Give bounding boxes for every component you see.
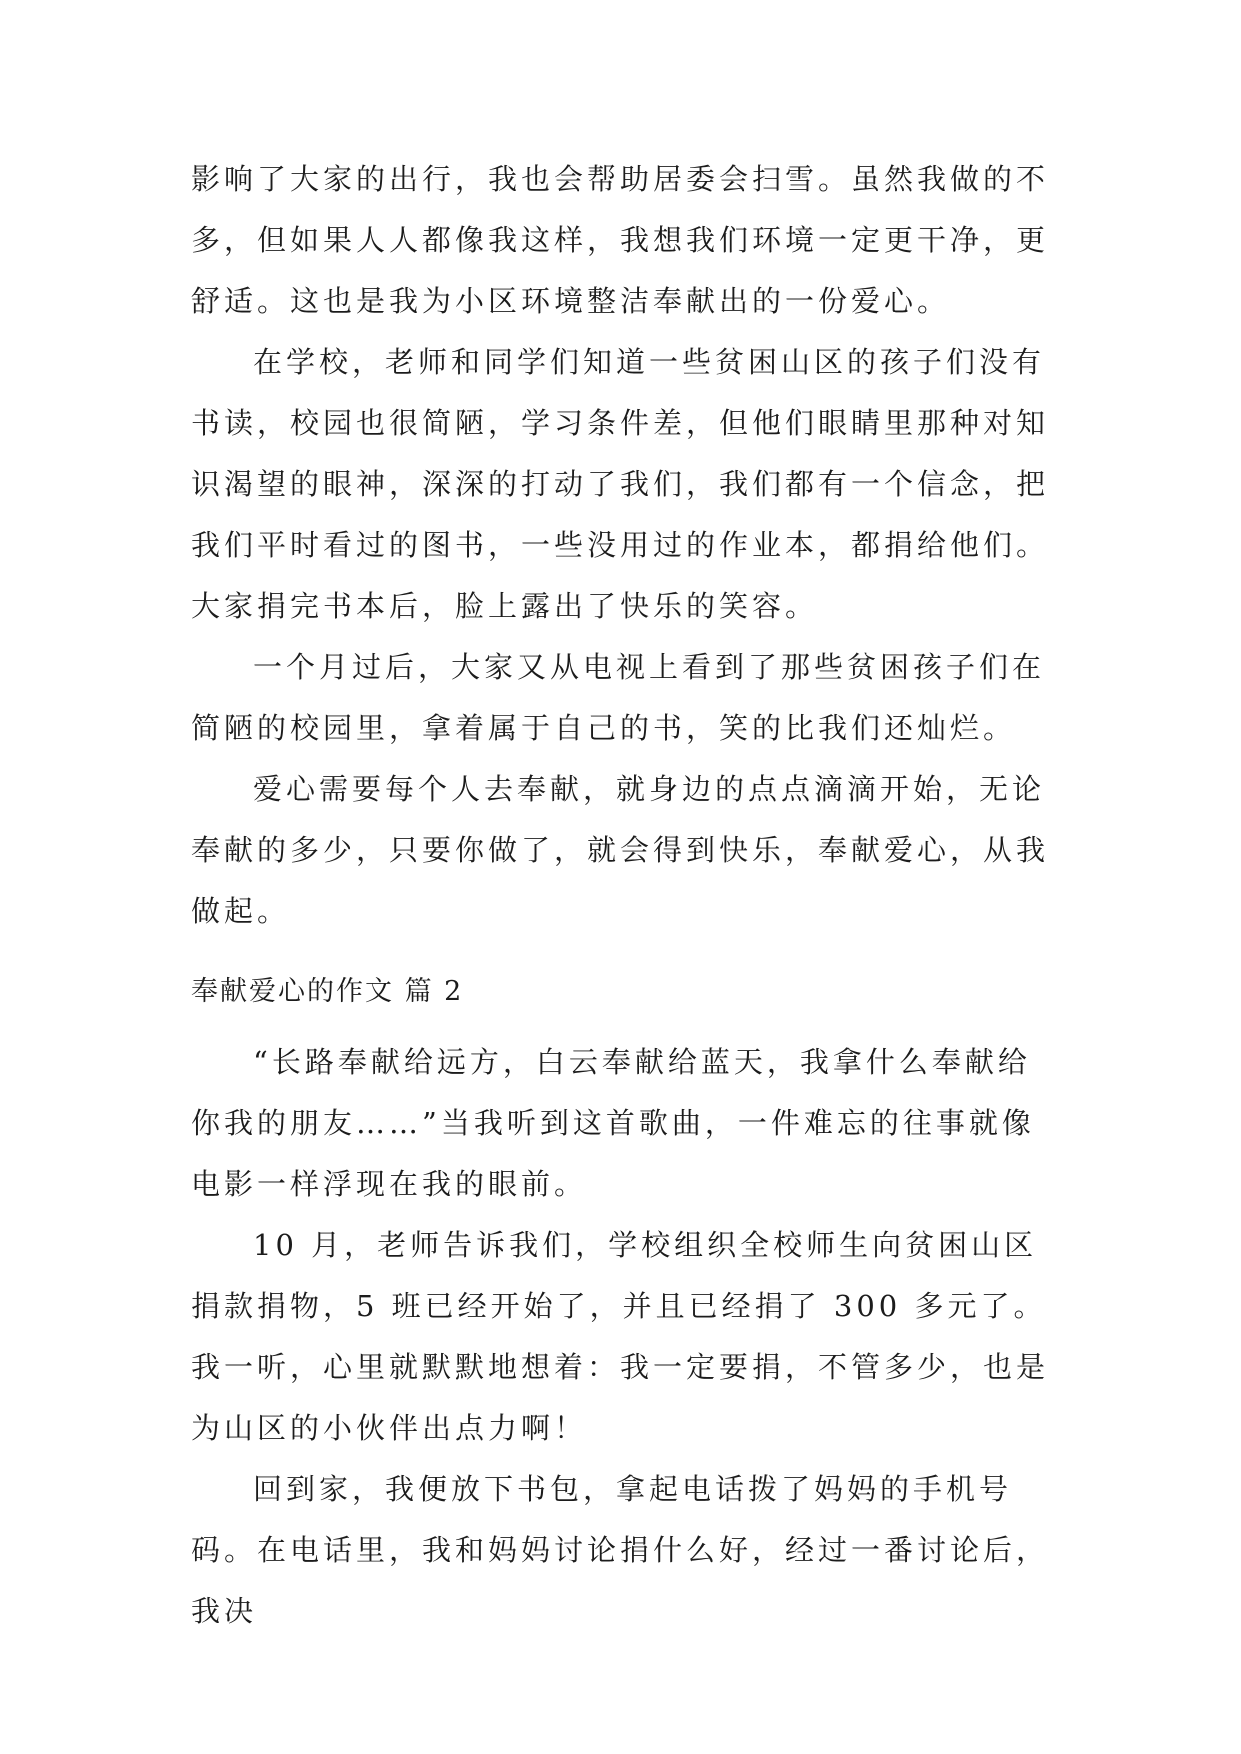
paragraph-month-later: 一个月过后，大家又从电视上看到了那些贫困孩子们在简陋的校园里，拿着属于自己的书，笑的比我们还灿烂。 [191,650,1046,745]
paragraph-home-call: 回到家，我便放下书包，拿起电话拨了妈妈的手机号码。在电话里，我和妈妈讨论捐什么好，经过一番讨论后，我决 [191,1472,1050,1628]
essay-heading: 奉献爱心的作文 篇 2 [191,976,464,1007]
paragraph-continuation: 影响了大家的出行，我也会帮助居委会扫雪。虽然我做的不多，但如果人人都像我这样，我想我们环境一定更干净，更舒适。这也是我为小区环境整洁奉献出的一份爱心。 [191,162,1050,318]
section-2-body [191,1032,1063,1642]
paragraph-school-donation: 在学校，老师和同学们知道一些贫困山区的孩子们没有书读，校园也很简陋，学习条件差，但他们眼睛里那种对知识渴望的眼神，深深的打动了我们，我们都有一个信念，把我们平时看过的图书，一些没用过的作业本，都捐给他们。大家捐完书本后，脸上露出了快乐的笑容。 [191,345,1050,623]
paragraph-song-quote: “长路奉献给远方，白云奉献给蓝天，我拿什么奉献给你我的朋友……”当我听到这首歌曲，一件难忘的往事就像电影一样浮现在我的眼前。 [191,1045,1035,1201]
section-1-body [191,149,1063,942]
paragraph-october: 10 月，老师告诉我们，学校组织全校师生向贫困山区捐款捐物，5 班已经开始了，并且已经捐了 300 多元了。我一听，心里就默默地想着：我一定要捐，不管多少，也是为山区的小伙伴出点力啊！ [191,1228,1050,1445]
paragraph-conclusion: 爱心需要每个人去奉献，就身边的点点滴滴开始，无论奉献的多少，只要你做了，就会得到快乐，奉献爱心，从我做起。 [191,772,1050,928]
